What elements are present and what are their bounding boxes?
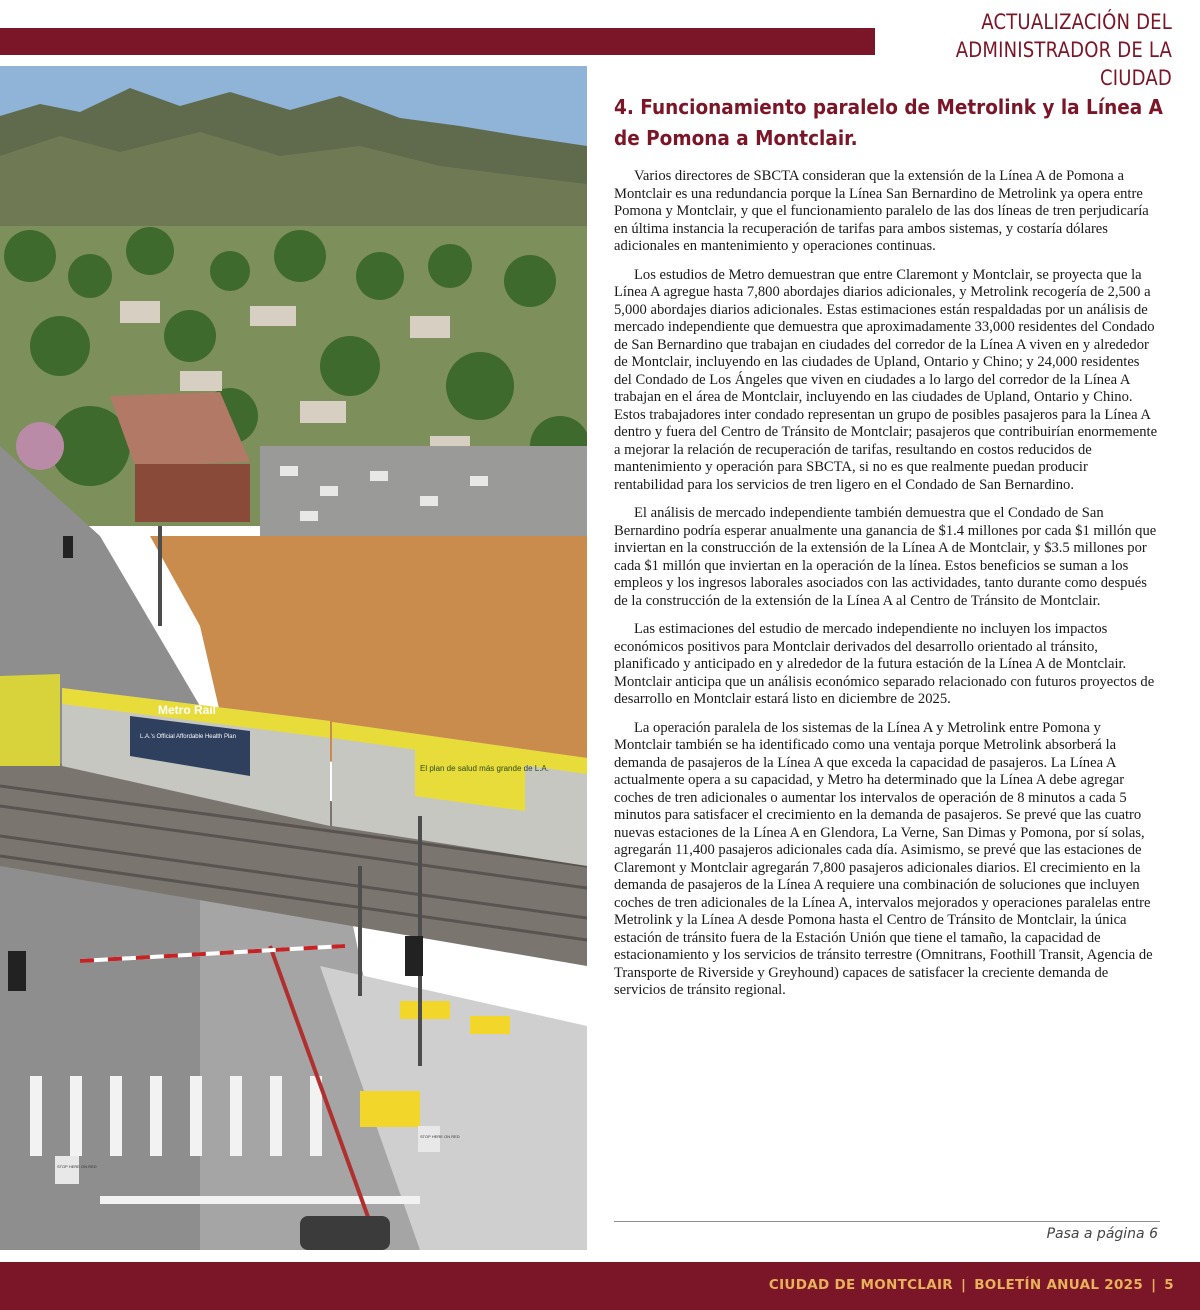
section-title: ACTUALIZACIÓN DEL ADMINISTRADOR DE LA CIUDAD xyxy=(955,10,1172,90)
divider xyxy=(614,1221,1160,1222)
aerial-photo xyxy=(0,66,587,1250)
article-paragraph: El análisis de mercado independiente también demuestra que el Condado de San Bernardino podría esperar anualmente una ganancia de $1.4 millones por cada $1 millón que inviertan en la construcción de la extensión de la Línea A de Montclair, y $3.5 millones por cada $1 millón que inviertan en la operación de la línea. Estos beneficios se suman a los empleos y los ingresos laborales asociados con las actividades, tanto durante como después de la construcción de la extensión de la Línea A al Centro de Tránsito de Montclair. xyxy=(614,505,1157,609)
header-bar xyxy=(0,28,875,55)
footer-publication: BOLETÍN ANUAL 2025 xyxy=(974,1277,1144,1293)
footer-city: CIUDAD DE MONTCLAIR xyxy=(768,1277,953,1293)
stop-sign-b-text: STOP HERE ON RED xyxy=(420,1134,460,1139)
train-logo-text: Metro Rail xyxy=(158,703,217,717)
article-paragraph: Varios directores de SBCTA consideran que la extensión de la Línea A de Pomona a Montclair es una redundancia porque la Línea San Bernardino de Metrolink ya opera entre Pomona y Montclair, y que el funcionamiento paralelo de las dos líneas de tren perjudicaría en última instancia la recuperación de tarifas para ambos sistemas, y costaría dólares adicionales en mantenimiento y operaciones continuas. xyxy=(614,168,1149,254)
article-paragraph: Los estudios de Metro demuestran que entre Claremont y Montclair, se proyecta que la Línea A agregue hasta 7,800 abordajes diarios adicionales, y Metrolink recogería de 2,500 a 5,000 abordajes diarios adicionales. Estas estimaciones están respaldadas por un análisis de mercado independiente que demuestra que aproximadamente 33,000 residentes del Condado de San Bernardino que trabajan en ciudades del corredor de la Línea A viven en y alrededor de Montclair, incluyendo en las ciudades de Upland, Ontario y Chino; y 24,000 residentes del Condado de Los Ángeles que viven en ciudades a lo largo del corredor de la Línea A trabajan en el área de Montclair, incluyendo en las ciudades de Upland, Ontario y Chino. Estos trabajadores inter condado representan un grupo de posibles pasajeros para la Línea A dentro y fuera del Centro de Tránsito de Montclair; pasajeros que contribuirían enormemente a mejorar la relación de recuperación de tarifas, resultando en costos reducidos de mantenimiento y operación para SBCTA, si no es que realmente puedan producir rentabilidad para los servicios de tren ligero en el Condado de San Bernardino. xyxy=(614,266,1158,493)
continue-note: Pasa a página 6 xyxy=(1046,1226,1158,1242)
footer-separator: | xyxy=(960,1277,967,1293)
train-ad-right-text: El plan de salud más grande de L.A. xyxy=(420,764,549,773)
train-ad-left-text: L.A.'s Official Affordable Health Plan xyxy=(140,734,236,740)
page-number: 5 xyxy=(1164,1277,1174,1293)
article-headline: 4. Funcionamiento paralelo de Metrolink y la Línea A de Pomona a Montclair. xyxy=(614,95,1163,150)
article-paragraph: La operación paralela de los sistemas de la Línea A y Metrolink entre Pomona y Montclair también se ha identificado como una ventaja porque Metrolink absorberá la demanda de pasajeros de la Línea A que exceda la capacidad de pasajeros. La Línea A actualmente opera a su capacidad, y Metro ha determinado que la Línea A debe agregar coches de tren adicionales o aumentar los intervalos de operación de 8 minutos a cada 5 minutos para satisfacer el crecimiento en la demanda de pasajeros. Se prevé que las cuatro nuevas estaciones de la Línea A en Glendora, La Verne, San Dimas y Pomona, por sí solas, agregarán 11,400 pasajeros adicionales cada día. Asimismo, se prevé que las estaciones de Claremont y Montclair agregarán 7,800 pasajeros adicionales diarios. El crecimiento en la demanda de pasajeros de la Línea A requiere una combinación de soluciones que incluyen coches de tren adicionales de la Línea A, intervalos mejorados y operaciones paralelas entre Metrolink y la Línea A desde Pomona hasta el Centro de Tránsito de Montclair, la única estación de tránsito fuera de la Estación Unión que tiene el tamaño, la capacidad de estacionamiento y los servicios de tránsito terrestre (Omnitrans, Foothill Transit, Agencia de Transporte de Riverside y Greyhound) capaces de satisfacer la creciente demanda de servicios de tránsito regional. xyxy=(614,719,1153,998)
stop-sign-a-text: STOP HERE ON RED xyxy=(57,1164,97,1169)
footer-separator: | xyxy=(1151,1277,1157,1293)
article-paragraph: Las estimaciones del estudio de mercado independiente no incluyen los impactos económicos positivos para Montclair derivados del desarrollo orientado al tránsito, planificado y anticipado en y alrededor de la futura estación de la Línea A de Montclair. Montclair anticipa que un análisis económico separado relacionado con futuros proyectos de desarrollo en Montclair estará listo en diciembre de 2025. xyxy=(614,621,1155,707)
footer-text xyxy=(769,1277,1174,1293)
light-rail-crossing-illustration xyxy=(0,66,587,1250)
article xyxy=(614,92,1163,1011)
footer-bar xyxy=(0,1262,1200,1310)
